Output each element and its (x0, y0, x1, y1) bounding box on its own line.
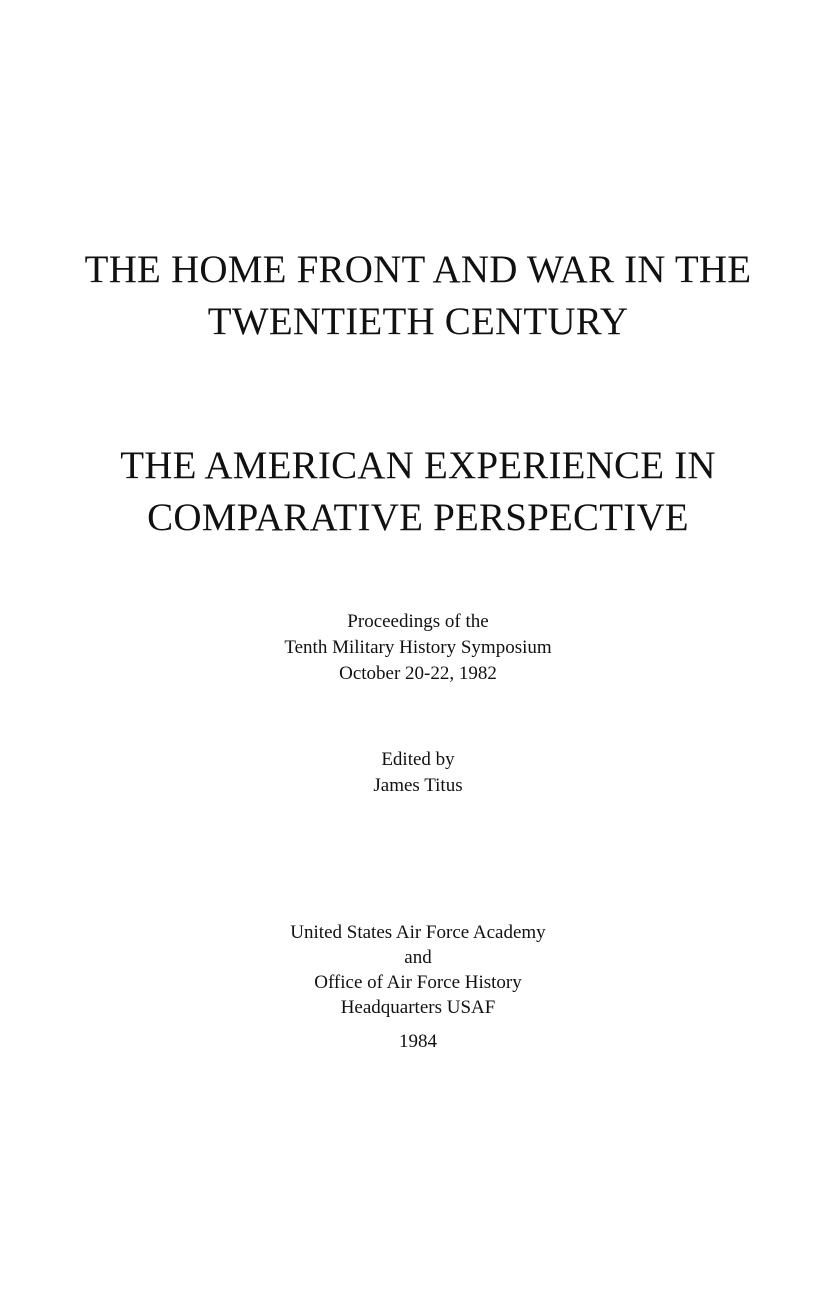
publisher-line-1: United States Air Force Academy (290, 922, 546, 943)
proceedings-line-2: Tenth Military History Symposium (284, 637, 552, 658)
publisher-line-3: Office of Air Force History (314, 972, 522, 993)
publication-year: 1984 (399, 1031, 437, 1052)
book-title-line-2: TWENTIETH CENTURY (207, 300, 629, 343)
book-subtitle-line-1: THE AMERICAN EXPERIENCE IN (120, 444, 716, 487)
book-subtitle-line-2: COMPARATIVE PERSPECTIVE (147, 496, 689, 539)
proceedings-date: October 20-22, 1982 (339, 663, 497, 684)
proceedings-line-1: Proceedings of the (347, 611, 489, 632)
editor-info (0, 747, 836, 799)
book-title-line-1: THE HOME FRONT AND WAR IN THE (84, 248, 752, 291)
book-subtitle (0, 440, 836, 544)
publisher-info (0, 920, 836, 1054)
publisher-line-4: Headquarters USAF (340, 997, 496, 1018)
book-title (0, 244, 836, 348)
proceedings-info (0, 609, 836, 687)
publisher-line-2: and (404, 947, 432, 968)
editor-name: James Titus (373, 775, 463, 796)
editor-label: Edited by (381, 749, 455, 770)
